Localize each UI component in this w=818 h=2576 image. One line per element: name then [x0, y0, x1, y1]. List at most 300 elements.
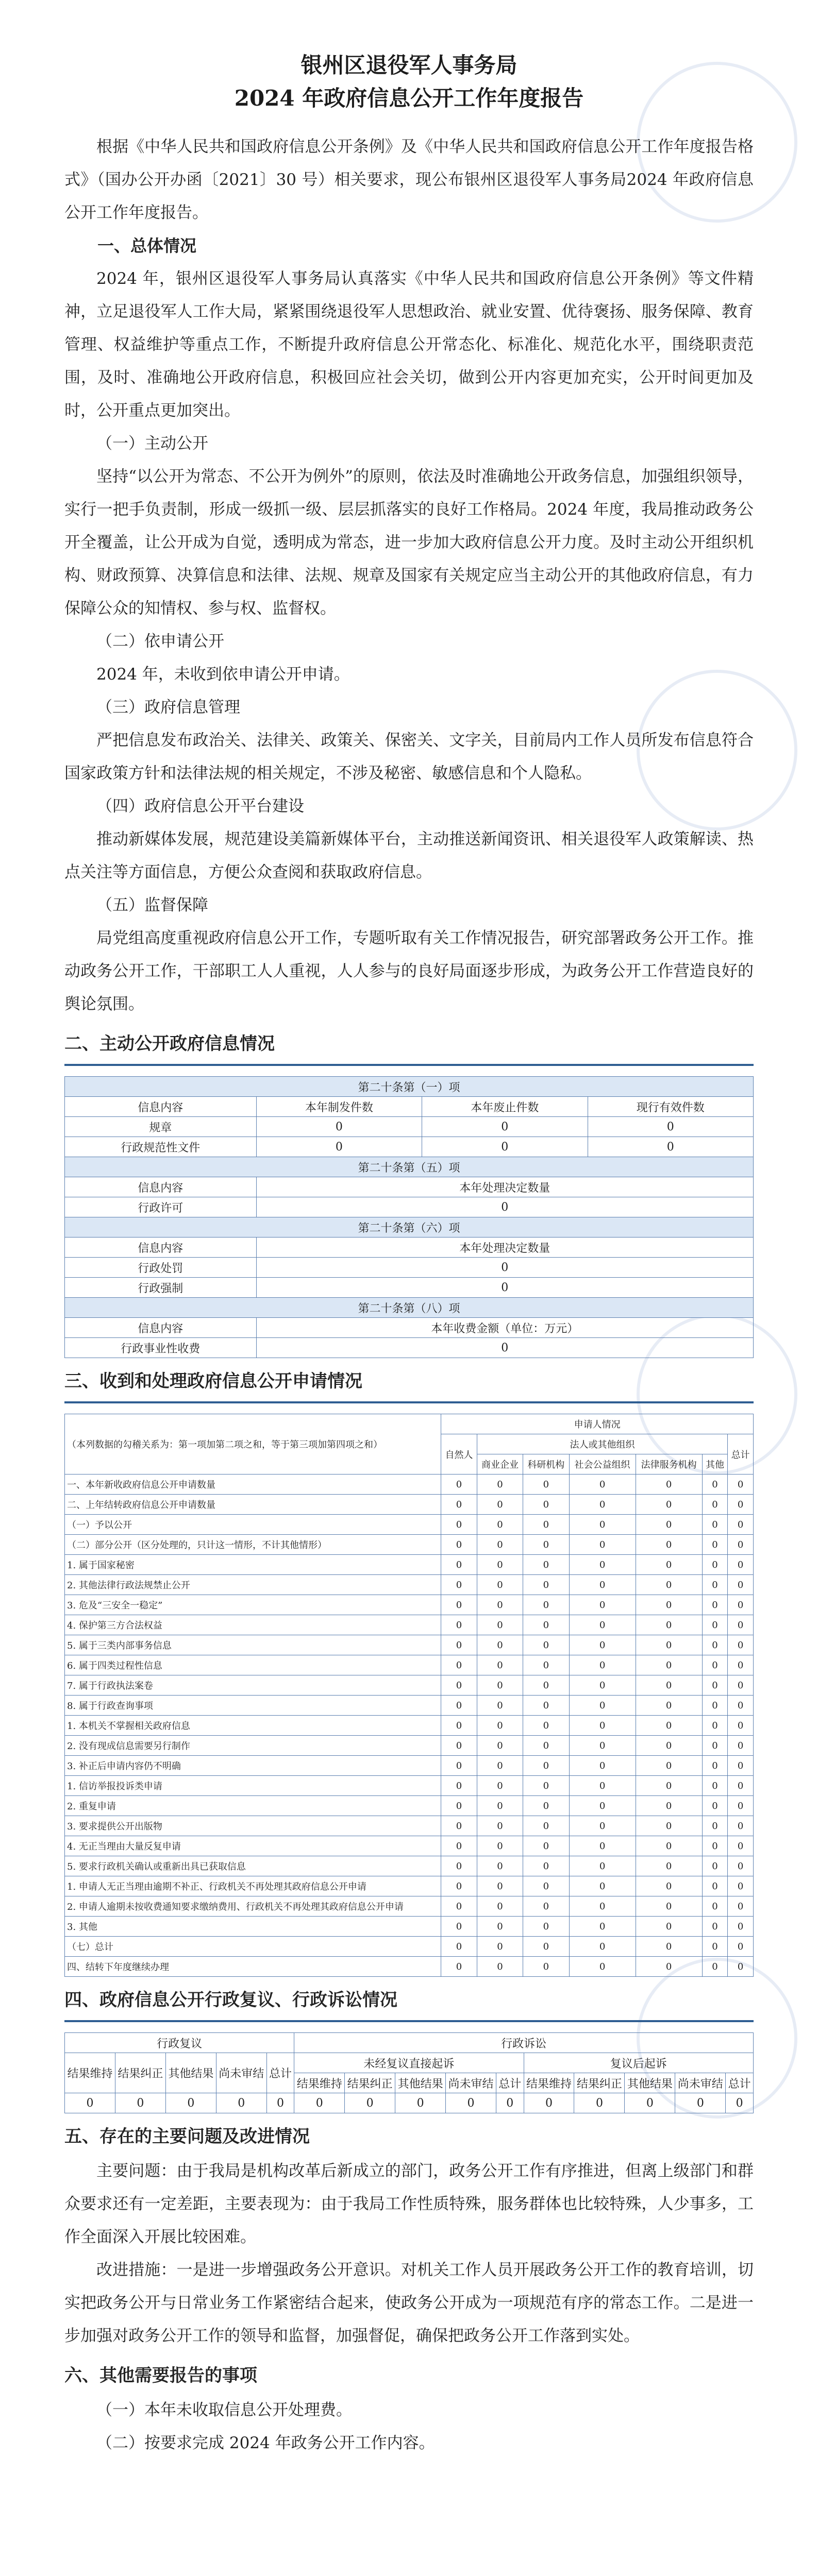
table-cell: 0: [477, 1615, 523, 1635]
table-cell: 7. 属于行政执法案卷: [65, 1675, 441, 1696]
table-header-cell: 本年收费金额（单位：万元）: [256, 1318, 753, 1338]
table-cell: 0: [523, 1635, 569, 1655]
table-cell: 规章: [65, 1117, 257, 1137]
table-cell: 0: [728, 1937, 754, 1957]
table-cell: 0: [702, 1957, 728, 1977]
section-1d-heading: （四）政府信息公开平台建设: [96, 797, 304, 816]
table-header-cell: 自然人: [441, 1434, 477, 1475]
table-header-cell: 法律服务机构: [636, 1454, 702, 1475]
table-cell: 0: [477, 1595, 523, 1615]
table-row: [65, 1495, 754, 1515]
table-cell: 0: [569, 1796, 636, 1816]
table-cell: 0: [728, 1836, 754, 1856]
table-cell: 0: [636, 1716, 702, 1736]
table-cell: 0: [702, 1756, 728, 1776]
table-cell: 0: [702, 1876, 728, 1896]
table-header-cell: 信息内容: [65, 1177, 257, 1197]
table-cell: 0: [702, 1475, 728, 1495]
section-4-heading: 四、政府信息公开行政复议、行政诉讼情况: [64, 1990, 397, 2010]
section-1a-heading: （一）主动公开: [96, 434, 208, 453]
section-6-item-2: （二）按要求完成 2024 年政务公开工作内容。: [96, 2434, 435, 2452]
table-cell: 0: [441, 1475, 477, 1495]
table-cell: 0: [523, 1575, 569, 1595]
table-cell: 0: [636, 1816, 702, 1836]
table-header-cell: 信息内容: [65, 1318, 257, 1338]
table-cell: 0: [441, 1655, 477, 1675]
table-cell: 0: [523, 1655, 569, 1675]
section-divider: [64, 1064, 754, 1066]
table-cell: 0: [569, 1515, 636, 1535]
table-header-cell: 其他结果: [625, 2073, 675, 2093]
section-1e-heading: （五）监督保障: [96, 896, 208, 914]
table-header-cell: 总计: [266, 2053, 294, 2093]
table-cell: 0: [588, 1137, 753, 1157]
table-cell: 0: [256, 1278, 753, 1298]
table-cell: 0: [523, 1756, 569, 1776]
table-cell: 0: [523, 1836, 569, 1856]
table-cell: 0: [728, 1675, 754, 1696]
table-cell: 0: [636, 1736, 702, 1756]
table-cell: 0: [569, 1836, 636, 1856]
table-cell: 0: [728, 1696, 754, 1716]
table-cell: 0: [569, 1495, 636, 1515]
section-1b-paragraph: 2024 年，未收到依申请公开申请。: [96, 665, 350, 684]
table-cell: 0: [636, 1635, 702, 1655]
table-cell: 0: [728, 1796, 754, 1816]
table-row: [65, 1816, 754, 1836]
table-cell: 0: [728, 1957, 754, 1977]
table-header-cell: 行政诉讼: [294, 2033, 754, 2053]
table-row: [65, 1696, 754, 1716]
table-row: [65, 1856, 754, 1876]
table-cell: 0: [728, 1716, 754, 1736]
table-cell: 0: [569, 1535, 636, 1555]
title-line-2: 2024 年政府信息公开工作年度报告: [234, 86, 584, 111]
table-header-cell: 总计: [496, 2073, 524, 2093]
table-cell: 0: [477, 1796, 523, 1816]
table-cell: 0: [523, 1495, 569, 1515]
table-cell: 0: [441, 1836, 477, 1856]
table-cell: 0: [569, 1917, 636, 1937]
table-review-litigation: [64, 2032, 754, 2113]
table-cell: 0: [441, 1555, 477, 1575]
table-cell: 0: [523, 1957, 569, 1977]
table-cell: 0: [496, 2093, 524, 2113]
table-cell: 0: [728, 1535, 754, 1555]
report-body: [64, 49, 754, 2460]
table-cell: 0: [523, 1595, 569, 1615]
table-header-cell: 复议后起诉: [524, 2053, 753, 2073]
table-cell: 5. 属于三类内部事务信息: [65, 1635, 441, 1655]
table-cell: 0: [702, 1796, 728, 1816]
section-5-heading: 五、存在的主要问题及改进情况: [64, 2126, 310, 2147]
table-cell: 0: [702, 1515, 728, 1535]
section-3-heading: 三、收到和处理政府信息公开申请情况: [64, 1371, 362, 1392]
table-cell: 0: [728, 1575, 754, 1595]
table-header-cell: 尚未审结: [675, 2073, 726, 2093]
table-cell: 0: [636, 1555, 702, 1575]
table-cell: 0: [266, 2093, 294, 2113]
section-1-paragraph: 2024 年，银州区退役军人事务局认真落实《中华人民共和国政府信息公开条例》等文件精神，立足退役军人工作大局，紧紧围绕退役军人思想政治、就业安置、优待褒扬、服务保障、教育管理、权益维护等重点工作，不断提升政府信息公开常态化、标准化、规范化水平，围绕职责范围，及时、准确地公开政府信息，积极回应社会关切，做到公开内容更加充实，公开时间更加及时，公开重点更加突出。: [64, 269, 754, 420]
table-cell: 0: [569, 1696, 636, 1716]
table-cell: 0: [523, 1937, 569, 1957]
table-row: [65, 1635, 754, 1655]
table-cell: 0: [477, 1555, 523, 1575]
table-cell: 0: [636, 1776, 702, 1796]
table-cell: 0: [477, 1675, 523, 1696]
table-cell: 0: [636, 1615, 702, 1635]
table-cell: 0: [523, 1796, 569, 1816]
table-cell: 0: [569, 1575, 636, 1595]
intro-paragraph: 根据《中华人民共和国政府信息公开条例》及《中华人民共和国政府信息公开工作年度报告格式》（国办公开办函〔2021〕30 号）相关要求，现公布银州区退役军人事务局2024 年政府信息公开工作年度报告。: [64, 138, 754, 222]
table-cell: 0: [477, 1535, 523, 1555]
table-cell: 2. 其他法律行政法规禁止公开: [65, 1575, 441, 1595]
table-cell: 行政强制: [65, 1278, 257, 1298]
table-cell: 0: [441, 1736, 477, 1756]
table-cell: 0: [256, 1258, 753, 1278]
table-row: [65, 1836, 754, 1856]
table-row: [65, 1896, 754, 1917]
table-cell: 3. 补正后申请内容仍不明确: [65, 1756, 441, 1776]
table-cell: 0: [523, 1535, 569, 1555]
table-cell: 0: [702, 1776, 728, 1796]
table-cell: 0: [728, 1896, 754, 1917]
table-row: [65, 1957, 754, 1977]
table-cell: 0: [636, 1957, 702, 1977]
table-header-cell: 本年处理决定数量: [256, 1238, 753, 1258]
table-cell: 0: [441, 1816, 477, 1836]
table-cell: 0: [636, 1535, 702, 1555]
table-cell: 0: [569, 1716, 636, 1736]
table-cell: 0: [477, 1655, 523, 1675]
table-header-cell: 申请人情况: [441, 1414, 754, 1434]
table-cell: 0: [636, 1836, 702, 1856]
table-cell: 0: [636, 1595, 702, 1615]
table-cell: 0: [523, 1917, 569, 1937]
table-cell: 0: [569, 1635, 636, 1655]
table-cell: 0: [477, 1917, 523, 1937]
table-cell: 0: [569, 1957, 636, 1977]
table-cell: 0: [441, 1675, 477, 1696]
table-cell: 0: [256, 1338, 753, 1358]
table-cell: 0: [569, 1475, 636, 1495]
table-cell: 0: [441, 1917, 477, 1937]
table-note: （本列数据的勾稽关系为：第一项加第二项之和，等于第三项加第四项之和）: [65, 1414, 441, 1475]
table-cell: 0: [702, 1615, 728, 1635]
table-cell: 4. 保护第三方合法权益: [65, 1615, 441, 1635]
table-row: [65, 1475, 754, 1495]
table-cell: 0: [728, 1555, 754, 1575]
table-band-row: 第二十条第（五）项: [65, 1157, 754, 1177]
table-cell: 8. 属于行政查询事项: [65, 1696, 441, 1716]
table-cell: 0: [441, 1776, 477, 1796]
table-cell: 二、上年结转政府信息公开申请数量: [65, 1495, 441, 1515]
table-band-row: 第二十条第（六）项: [65, 1217, 754, 1238]
section-1b-heading: （二）依申请公开: [96, 632, 224, 651]
title-line-1: 银州区退役军人事务局: [301, 53, 517, 78]
section-divider: [64, 2020, 754, 2022]
section-1c-paragraph: 严把信息发布政治关、法律关、政策关、保密关、文字关，目前局内工作人员所发布信息符合国家政策方针和法律法规的相关规定，不涉及秘密、敏感信息和个人隐私。: [64, 731, 754, 783]
table-cell: 0: [728, 1495, 754, 1515]
table-cell: 行政处罚: [65, 1258, 257, 1278]
table-cell: 0: [636, 1655, 702, 1675]
table-cell: 2. 没有现成信息需要另行制作: [65, 1736, 441, 1756]
table-cell: 四、结转下年度继续办理: [65, 1957, 441, 1977]
table-cell: 0: [588, 1117, 753, 1137]
table-cell: 1. 信访举报投诉类申请: [65, 1776, 441, 1796]
table-cell: 0: [446, 2093, 496, 2113]
table-cell: 0: [523, 1555, 569, 1575]
table-cell: 0: [523, 1896, 569, 1917]
table-cell: 0: [728, 1615, 754, 1635]
table-header-cell: 本年废止件数: [422, 1097, 588, 1117]
table-row: [65, 1917, 754, 1937]
table-cell: 0: [702, 1836, 728, 1856]
table-cell: 0: [477, 1876, 523, 1896]
table-header-cell: 本年处理决定数量: [256, 1177, 753, 1197]
table-cell: 0: [477, 1957, 523, 1977]
table-cell: 2. 申请人逾期未按收费通知要求缴纳费用、行政机关不再处理其政府信息公开申请: [65, 1896, 441, 1917]
table-cell: 0: [523, 1675, 569, 1696]
table-header-cell: 行政复议: [65, 2033, 294, 2053]
table-cell: 0: [441, 1756, 477, 1776]
table-cell: 0: [477, 1575, 523, 1595]
table-header-cell: 尚未审结: [216, 2053, 266, 2093]
table-header-cell: 总计: [726, 2073, 754, 2093]
table-header-cell: 本年制发件数: [256, 1097, 422, 1117]
table-row: [65, 1555, 754, 1575]
table-header-cell: 结果维持: [65, 2053, 115, 2093]
table-cell: 0: [441, 1796, 477, 1816]
table-row: [65, 1937, 754, 1957]
section-divider: [64, 1401, 754, 1403]
table-cell: 0: [477, 1756, 523, 1776]
table-cell: 0: [65, 2093, 115, 2113]
table-cell: 0: [728, 1595, 754, 1615]
table-cell: 0: [477, 1736, 523, 1756]
table-cell: 0: [441, 1635, 477, 1655]
table-cell: 0: [728, 1635, 754, 1655]
table-row: [65, 1655, 754, 1675]
table-header-cell: 其他: [702, 1454, 728, 1475]
table-cell: 0: [422, 1117, 588, 1137]
table-applications: [64, 1414, 754, 1977]
table-cell: 0: [702, 1856, 728, 1876]
table-cell: 0: [422, 1137, 588, 1157]
table-cell: 1. 属于国家秘密: [65, 1555, 441, 1575]
table-cell: 0: [441, 1535, 477, 1555]
table-cell: 0: [441, 1716, 477, 1736]
table-row: [65, 1575, 754, 1595]
table-header-cell: 社会公益组织: [569, 1454, 636, 1475]
table-cell: 0: [569, 1816, 636, 1836]
table-cell: 0: [477, 1696, 523, 1716]
section-6-item-1: （一）本年未收取信息公开处理费。: [96, 2401, 352, 2419]
table-row: [65, 1675, 754, 1696]
table-cell: 0: [523, 1876, 569, 1896]
table-cell: 0: [636, 1917, 702, 1937]
table-active-disclosure: [64, 1076, 754, 1358]
table-cell: 0: [115, 2093, 165, 2113]
table-row: [65, 1716, 754, 1736]
table-cell: 0: [569, 1615, 636, 1635]
table-cell: 0: [702, 1736, 728, 1756]
table-cell: 0: [441, 1937, 477, 1957]
table-cell: 0: [441, 1896, 477, 1917]
table-cell: 0: [441, 1495, 477, 1515]
table-cell: 0: [395, 2093, 446, 2113]
table-cell: 3. 其他: [65, 1917, 441, 1937]
table-cell: 0: [636, 1575, 702, 1595]
table-header-cell: 尚未审结: [446, 2073, 496, 2093]
table-cell: 0: [523, 1856, 569, 1876]
table-cell: 0: [523, 1696, 569, 1716]
table-cell: 0: [523, 1615, 569, 1635]
table-cell: 0: [523, 1475, 569, 1495]
table-header-cell: 总计: [728, 1434, 754, 1475]
table-row: [65, 1756, 754, 1776]
table-cell: 0: [345, 2093, 395, 2113]
table-cell: 0: [569, 1655, 636, 1675]
table-cell: 0: [728, 1475, 754, 1495]
table-cell: 0: [728, 1816, 754, 1836]
table-band-row: 第二十条第（八）项: [65, 1298, 754, 1318]
section-1a-paragraph: 坚持“以公开为常态、不公开为例外”的原则，依法及时准确地公开政务信息，加强组织领导，实行一把手负责制，形成一级抓一级、层层抓落实的良好工作格局。2024 年度，我局推动政务公开全覆盖，让公开成为自觉，透明成为常态，进一步加大政府信息公开力度。及时主动公开组织机构、财政预算、决算信息和法律、法规、规章及国家有关规定应当主动公开的其他政府信息，有力保障公众的知情权、参与权、监督权。: [64, 467, 754, 618]
table-cell: 0: [477, 1836, 523, 1856]
table-cell: 0: [728, 1756, 754, 1776]
table-cell: 0: [728, 1776, 754, 1796]
table-row: [65, 1796, 754, 1816]
table-cell: 0: [728, 1736, 754, 1756]
table-cell: 0: [523, 1716, 569, 1736]
table-cell: 0: [477, 1937, 523, 1957]
table-cell: 0: [524, 2093, 574, 2113]
table-header-cell: 科研机构: [523, 1454, 569, 1475]
table-header-cell: 其他结果: [395, 2073, 446, 2093]
table-header-cell: 结果纠正: [574, 2073, 625, 2093]
table-cell: 0: [702, 1635, 728, 1655]
table-cell: 0: [441, 1696, 477, 1716]
table-cell: 0: [569, 1776, 636, 1796]
table-band-row: 第二十条第（一）项: [65, 1077, 754, 1097]
table-header-cell: 结果纠正: [345, 2073, 395, 2093]
table-cell: 0: [216, 2093, 266, 2113]
table-cell: 0: [728, 1655, 754, 1675]
table-cell: 0: [636, 1675, 702, 1696]
table-cell: 0: [441, 1575, 477, 1595]
table-cell: 行政规范性文件: [65, 1137, 257, 1157]
table-cell: 0: [625, 2093, 675, 2113]
table-cell: 0: [569, 1876, 636, 1896]
table-header-cell: 信息内容: [65, 1097, 257, 1117]
table-cell: 0: [702, 1937, 728, 1957]
table-cell: 1. 申请人无正当理由逾期不补正、行政机关不再处理其政府信息公开申请: [65, 1876, 441, 1896]
table-cell: 0: [441, 1515, 477, 1535]
table-row: [65, 1535, 754, 1555]
table-cell: 0: [728, 1515, 754, 1535]
table-cell: 0: [477, 1495, 523, 1515]
table-cell: 0: [636, 1696, 702, 1716]
table-cell: （七）总计: [65, 1937, 441, 1957]
table-cell: 0: [702, 1917, 728, 1937]
table-cell: 0: [702, 1495, 728, 1515]
table-cell: 0: [636, 1896, 702, 1917]
table-cell: 0: [569, 1736, 636, 1756]
table-cell: 0: [702, 1675, 728, 1696]
table-cell: 0: [702, 1575, 728, 1595]
table-cell: 0: [728, 1917, 754, 1937]
table-cell: 4. 无正当理由大量反复申请: [65, 1836, 441, 1856]
table-cell: 0: [523, 1515, 569, 1535]
table-cell: 0: [441, 1876, 477, 1896]
table-cell: 0: [636, 1876, 702, 1896]
section-2-heading: 二、主动公开政府信息情况: [64, 1033, 275, 1054]
table-cell: 0: [477, 1856, 523, 1876]
table-cell: （二）部分公开（区分处理的，只计这一情形，不计其他情形）: [65, 1535, 441, 1555]
section-5-measures: 改进措施：一是进一步增强政务公开意识。对机关工作人员开展政务公开工作的教育培训，切实把政务公开与日常业务工作紧密结合起来，使政务公开成为一项规范有序的常态工作。二是进一步加强对政务公开工作的领导和监督，加强督促，确保把政务公开工作落到实处。: [64, 2261, 754, 2345]
table-cell: 0: [477, 1475, 523, 1495]
table-cell: 0: [477, 1635, 523, 1655]
table-cell: 0: [702, 1535, 728, 1555]
table-header-cell: 信息内容: [65, 1238, 257, 1258]
table-cell: 0: [702, 1696, 728, 1716]
table-cell: 0: [675, 2093, 726, 2113]
table-header-cell: 结果维持: [524, 2073, 574, 2093]
table-cell: 0: [569, 1756, 636, 1776]
table-header-cell: 商业企业: [477, 1454, 523, 1475]
table-cell: 0: [256, 1197, 753, 1217]
section-1-heading: 一、总体情况: [97, 236, 197, 256]
table-cell: 0: [477, 1816, 523, 1836]
table-cell: 0: [569, 1856, 636, 1876]
table-cell: 0: [728, 1876, 754, 1896]
table-cell: 0: [441, 1595, 477, 1615]
section-1d-paragraph: 推动新媒体发展，规范建设美篇新媒体平台，主动推送新闻资讯、相关退役军人政策解读、热点关注等方面信息，方便公众查阅和获取政府信息。: [64, 830, 754, 882]
table-cell: 2. 重复申请: [65, 1796, 441, 1816]
table-cell: 5. 要求行政机关确认或重新出具已获取信息: [65, 1856, 441, 1876]
table-cell: 行政许可: [65, 1197, 257, 1217]
table-cell: 0: [574, 2093, 625, 2113]
table-header-cell: 未经复议直接起诉: [294, 2053, 524, 2073]
table-cell: 0: [636, 1937, 702, 1957]
table-cell: 0: [569, 1595, 636, 1615]
table-cell: 0: [441, 1957, 477, 1977]
table-cell: 0: [636, 1475, 702, 1495]
table-cell: 0: [477, 1716, 523, 1736]
section-1c-heading: （三）政府信息管理: [96, 698, 240, 717]
table-cell: 0: [702, 1555, 728, 1575]
table-cell: 0: [441, 1615, 477, 1635]
table-cell: 0: [569, 1896, 636, 1917]
table-cell: 0: [477, 1776, 523, 1796]
table-cell: 0: [523, 1776, 569, 1796]
table-cell: （一）予以公开: [65, 1515, 441, 1535]
table-cell: 行政事业性收费: [65, 1338, 257, 1358]
table-cell: 1. 本机关不掌握相关政府信息: [65, 1716, 441, 1736]
table-cell: 3. 要求提供公开出版物: [65, 1816, 441, 1836]
section-5-problems: 主要问题：由于我局是机构改革后新成立的部门，政务公开工作有序推进，但离上级部门和群众要求还有一定差距，主要表现为：由于我局工作性质特殊，服务群体也比较特殊，人少事多，工作全面深入开展比较困难。: [64, 2162, 754, 2246]
table-cell: 0: [569, 1937, 636, 1957]
table-cell: 0: [477, 1515, 523, 1535]
section-6-heading: 六、其他需要报告的事项: [64, 2365, 257, 2386]
table-cell: 0: [256, 1117, 422, 1137]
table-header-cell: 结果纠正: [115, 2053, 165, 2093]
table-cell: 0: [165, 2093, 216, 2113]
table-cell: 0: [702, 1716, 728, 1736]
table-row: [65, 1515, 754, 1535]
table-cell: 0: [569, 1675, 636, 1696]
table-cell: 0: [523, 1816, 569, 1836]
